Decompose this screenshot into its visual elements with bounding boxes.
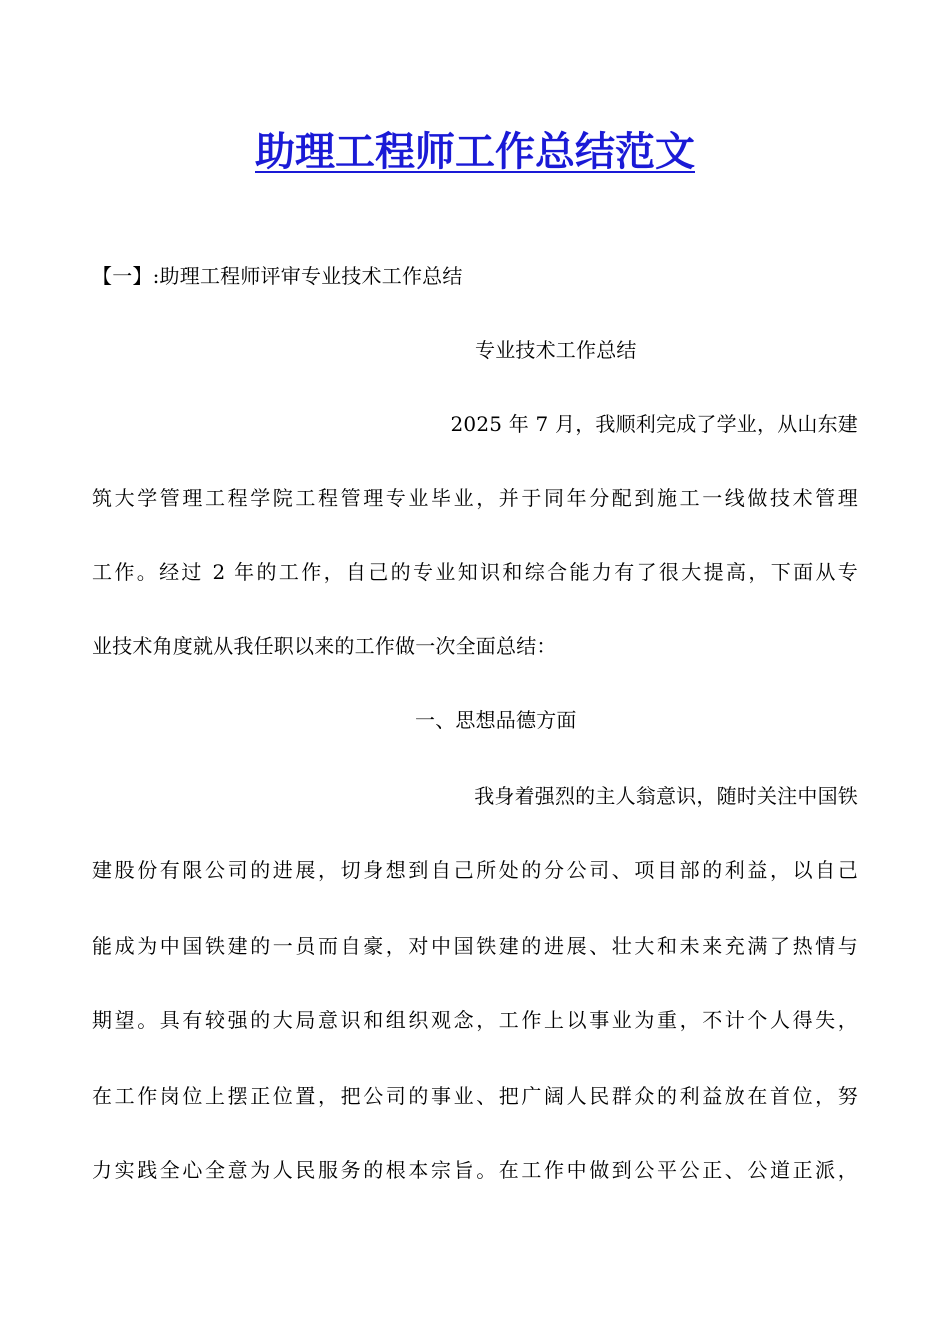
paragraph-line: 建股份有限公司的进展，切身想到自己所处的分公司、项目部的利益，以自己 xyxy=(92,858,858,882)
title-link[interactable]: 助理工程师工作总结范文 xyxy=(255,129,695,175)
paragraph-line: 在工作岗位上摆正位置，把公司的事业、把广阔人民群众的利益放在首位，努 xyxy=(92,1084,858,1108)
subtitle: 专业技术工作总结 xyxy=(475,338,637,362)
paragraph-line: 2025 年 7 月，我顺利完成了学业，从山东建 xyxy=(450,412,858,436)
paragraph-line: 我身着强烈的主人翁意识，随时关注中国铁 xyxy=(474,784,858,808)
paragraph-line: 筑大学管理工程学院工程管理专业毕业，并于同年分配到施工一线做技术管理 xyxy=(92,486,858,510)
section-heading: 一、思想品德方面 xyxy=(415,708,577,732)
paragraph-line: 能成为中国铁建的一员而自豪，对中国铁建的进展、壮大和未来充满了热情与 xyxy=(92,934,858,958)
paragraph-line: 工作。经过 2 年的工作，自己的专业知识和综合能力有了很大提高，下面从专 xyxy=(92,560,858,584)
paragraph-line: 力实践全心全意为人民服务的根本宗旨。在工作中做到公平公正、公道正派， xyxy=(92,1158,858,1182)
section-label: 【一】:助理工程师评审专业技术工作总结 xyxy=(92,264,463,288)
document-title xyxy=(0,124,950,180)
paragraph-line: 业技术角度就从我任职以来的工作做一次全面总结： xyxy=(92,634,557,658)
paragraph-line: 期望。具有较强的大局意识和组织观念，工作上以事业为重，不计个人得失， xyxy=(92,1008,858,1032)
